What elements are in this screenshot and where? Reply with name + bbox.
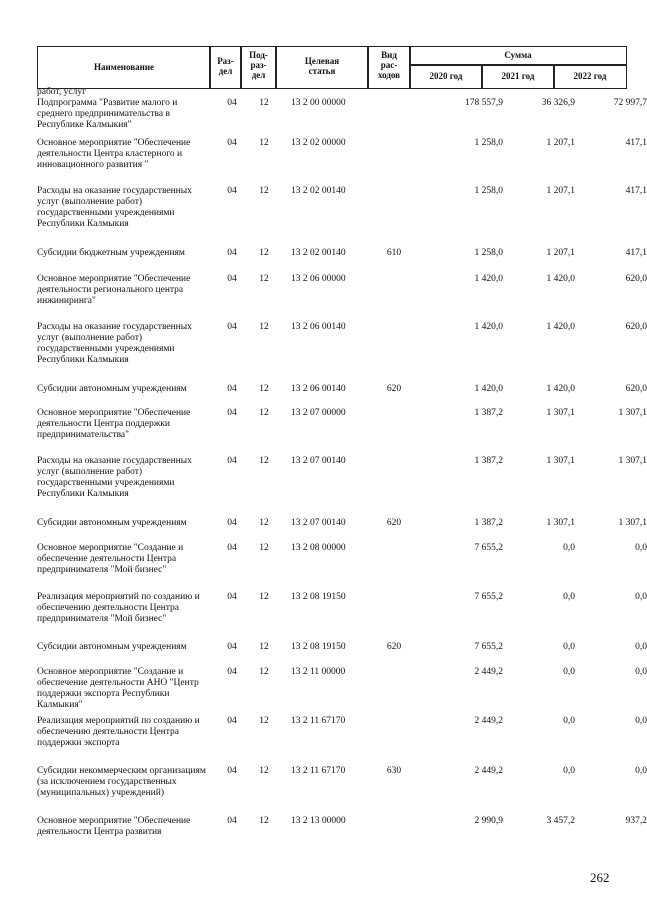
row-sum-2020: 7 655,2 bbox=[474, 642, 503, 652]
row-razdel: 04 bbox=[227, 408, 237, 418]
row-sum-2022: 417,1 bbox=[625, 138, 647, 148]
row-sum-2022: 0,0 bbox=[635, 716, 647, 726]
header-vid: Вид рас- ходов bbox=[377, 50, 401, 80]
row-name: Субсидии автономным учреждениям bbox=[37, 384, 187, 394]
row-celevaya: 13 2 08 00000 bbox=[291, 543, 346, 553]
row-sum-2020: 1 387,2 bbox=[474, 518, 503, 528]
row-sum-2021: 1 307,1 bbox=[546, 408, 575, 418]
row-name: Основное мероприятие "Обеспечение деятельности регионального центра инжиниринга" bbox=[37, 274, 191, 306]
header-year-2020: 2020 год bbox=[429, 71, 463, 81]
row-sum-2020: 1 420,0 bbox=[474, 322, 503, 332]
row-podrazdel: 12 bbox=[259, 592, 269, 602]
row-celevaya: 13 2 07 00140 bbox=[291, 518, 346, 528]
row-name: Субсидии автономным учреждениям bbox=[37, 642, 187, 652]
row-sum-2021: 0,0 bbox=[563, 592, 575, 602]
row-sum-2022: 0,0 bbox=[635, 592, 647, 602]
row-sum-2021: 1 207,1 bbox=[546, 248, 575, 258]
row-podrazdel: 12 bbox=[259, 518, 269, 528]
row-razdel: 04 bbox=[227, 274, 237, 284]
row-sum-2020: 1 258,0 bbox=[474, 248, 503, 258]
row-razdel: 04 bbox=[227, 322, 237, 332]
row-sum-2021: 1 307,1 bbox=[546, 456, 575, 466]
page-number: 262 bbox=[590, 870, 610, 885]
row-podrazdel: 12 bbox=[259, 408, 269, 418]
row-razdel: 04 bbox=[227, 186, 237, 196]
row-name: Субсидии автономным учреждениям bbox=[37, 518, 187, 528]
row-celevaya: 13 2 07 00140 bbox=[291, 456, 346, 466]
row-razdel: 04 bbox=[227, 667, 237, 677]
row-celevaya: 13 2 00 00000 bbox=[291, 98, 346, 108]
row-celevaya: 13 2 06 00140 bbox=[291, 322, 346, 332]
row-razdel: 04 bbox=[227, 248, 237, 258]
row-celevaya: 13 2 08 19150 bbox=[291, 592, 346, 602]
row-sum-2020: 2 449,2 bbox=[474, 667, 503, 677]
row-podrazdel: 12 bbox=[259, 322, 269, 332]
header-year-2022: 2022 год bbox=[573, 71, 607, 81]
row-sum-2022: 620,0 bbox=[625, 274, 647, 284]
row-celevaya: 13 2 06 00000 bbox=[291, 274, 346, 284]
row-sum-2021: 1 420,0 bbox=[546, 274, 575, 284]
row-podrazdel: 12 bbox=[259, 186, 269, 196]
row-sum-2022: 1 307,1 bbox=[618, 456, 647, 466]
row-sum-2022: 1 307,1 bbox=[618, 408, 647, 418]
row-podrazdel: 12 bbox=[259, 543, 269, 553]
row-sum-2021: 1 420,0 bbox=[546, 322, 575, 332]
row-sum-2021: 1 420,0 bbox=[546, 384, 575, 394]
row-celevaya: 13 2 02 00140 bbox=[291, 186, 346, 196]
row-name: Расходы на оказание государственных услуг (выполнение работ) государственными учреждениями Республики Калмыкия bbox=[37, 322, 192, 365]
row-name: Расходы на оказание государственных услуг (выполнение работ) государственными учреждениями Республики Калмыкия bbox=[37, 186, 192, 229]
row-sum-2022: 620,0 bbox=[625, 384, 647, 394]
row-sum-2022: 0,0 bbox=[635, 642, 647, 652]
row-sum-2021: 0,0 bbox=[563, 543, 575, 553]
row-vid: 620 bbox=[386, 384, 402, 394]
row-razdel: 04 bbox=[227, 518, 237, 528]
row-name: Субсидии бюджетным учреждениям bbox=[37, 248, 185, 258]
row-sum-2021: 0,0 bbox=[563, 667, 575, 677]
row-name: Основное мероприятие "Обеспечение деятельности Центра поддержки предпринимательства" bbox=[37, 408, 191, 440]
row-sum-2020: 178 557,9 bbox=[465, 98, 503, 108]
header-razdel: Раз- дел bbox=[217, 56, 234, 76]
row-razdel: 04 bbox=[227, 138, 237, 148]
row-name: Субсидии некоммерческим организациям (за исключением государственных (муниципальных) учреждений) bbox=[37, 766, 206, 798]
row-sum-2021: 1 207,1 bbox=[546, 186, 575, 196]
row-sum-2022: 417,1 bbox=[625, 186, 647, 196]
header-podrazdel: Под- раз- дел bbox=[249, 50, 268, 80]
row-sum-2022: 0,0 bbox=[635, 667, 647, 677]
row-sum-2020: 1 420,0 bbox=[474, 274, 503, 284]
row-sum-2021: 0,0 bbox=[563, 766, 575, 776]
row-name: Основное мероприятие "Обеспечение деятельности Центра кластерного и инновационного развития " bbox=[37, 138, 191, 170]
row-sum-2020: 1 387,2 bbox=[474, 456, 503, 466]
row-name: Расходы на оказание государственных услуг (выполнение работ) государственными учреждениями Республики Калмыкия bbox=[37, 456, 192, 499]
row-sum-2020: 1 387,2 bbox=[474, 408, 503, 418]
row-vid: 610 bbox=[386, 248, 402, 258]
row-razdel: 04 bbox=[227, 98, 237, 108]
row-sum-2020: 7 655,2 bbox=[474, 543, 503, 553]
row-sum-2020: 1 258,0 bbox=[474, 138, 503, 148]
row-sum-2021: 0,0 bbox=[563, 642, 575, 652]
row-celevaya: 13 2 11 00000 bbox=[291, 667, 346, 677]
row-razdel: 04 bbox=[227, 766, 237, 776]
header-year-2021: 2021 год bbox=[501, 71, 535, 81]
row-sum-2021: 3 457,2 bbox=[546, 816, 575, 826]
row-razdel: 04 bbox=[227, 816, 237, 826]
row-name: Основное мероприятие "Обеспечение деятельности Центра развития bbox=[37, 816, 191, 837]
row-sum-2022: 0,0 bbox=[635, 766, 647, 776]
row-sum-2021: 1 307,1 bbox=[546, 518, 575, 528]
row-podrazdel: 12 bbox=[259, 766, 269, 776]
header-name: Наименование bbox=[94, 62, 154, 72]
row-name: работ, услуг bbox=[37, 87, 86, 97]
row-podrazdel: 12 bbox=[259, 642, 269, 652]
row-sum-2022: 620,0 bbox=[625, 322, 647, 332]
row-celevaya: 13 2 11 67170 bbox=[291, 716, 346, 726]
row-celevaya: 13 2 06 00140 bbox=[291, 384, 346, 394]
row-vid: 620 bbox=[386, 518, 402, 528]
row-podrazdel: 12 bbox=[259, 816, 269, 826]
header-celevaya: Целевая статья bbox=[304, 56, 340, 76]
row-sum-2022: 1 307,1 bbox=[618, 518, 647, 528]
header-summa: Сумма bbox=[504, 50, 532, 60]
row-sum-2021: 0,0 bbox=[563, 716, 575, 726]
row-podrazdel: 12 bbox=[259, 274, 269, 284]
row-podrazdel: 12 bbox=[259, 384, 269, 394]
row-sum-2020: 2 449,2 bbox=[474, 716, 503, 726]
row-sum-2021: 1 207,1 bbox=[546, 138, 575, 148]
row-sum-2021: 36 326,9 bbox=[541, 98, 575, 108]
row-podrazdel: 12 bbox=[259, 667, 269, 677]
row-name: Реализация мероприятий по созданию и обеспечению деятельности Центра поддержки экспорта bbox=[37, 716, 200, 748]
row-razdel: 04 bbox=[227, 716, 237, 726]
row-razdel: 04 bbox=[227, 592, 237, 602]
row-sum-2020: 2 990,9 bbox=[474, 816, 503, 826]
row-podrazdel: 12 bbox=[259, 716, 269, 726]
row-podrazdel: 12 bbox=[259, 456, 269, 466]
row-celevaya: 13 2 02 00140 bbox=[291, 248, 346, 258]
row-sum-2020: 1 258,0 bbox=[474, 186, 503, 196]
row-sum-2020: 7 655,2 bbox=[474, 592, 503, 602]
row-name: Подпрограмма "Развитие малого и среднего предпринимательства в Республике Калмыкия" bbox=[37, 98, 178, 130]
row-celevaya: 13 2 11 67170 bbox=[291, 766, 346, 776]
row-sum-2022: 937,2 bbox=[625, 816, 647, 826]
row-celevaya: 13 2 08 19150 bbox=[291, 642, 346, 652]
row-vid: 630 bbox=[386, 766, 402, 776]
row-celevaya: 13 2 02 00000 bbox=[291, 138, 346, 148]
row-sum-2022: 72 997,7 bbox=[613, 98, 647, 108]
row-vid: 620 bbox=[386, 642, 402, 652]
row-podrazdel: 12 bbox=[259, 248, 269, 258]
row-razdel: 04 bbox=[227, 543, 237, 553]
row-name: Основное мероприятие "Создание и обеспечение деятельности Центра предпринимателя "Мой бизнес" bbox=[37, 543, 184, 575]
row-podrazdel: 12 bbox=[259, 138, 269, 148]
row-name: Реализация мероприятий по созданию и обеспечению деятельности Центра предпринимателя "Мой бизнес" bbox=[37, 592, 200, 624]
row-razdel: 04 bbox=[227, 456, 237, 466]
row-razdel: 04 bbox=[227, 642, 237, 652]
row-sum-2020: 2 449,2 bbox=[474, 766, 503, 776]
row-name: Основное мероприятие "Создание и обеспечение деятельности АНО "Центр поддержки экспорта Республики Калмыкия" bbox=[37, 667, 199, 710]
row-sum-2022: 417,1 bbox=[625, 248, 647, 258]
row-sum-2020: 1 420,0 bbox=[474, 384, 503, 394]
row-sum-2022: 0,0 bbox=[635, 543, 647, 553]
row-podrazdel: 12 bbox=[259, 98, 269, 108]
row-razdel: 04 bbox=[227, 384, 237, 394]
row-celevaya: 13 2 07 00000 bbox=[291, 408, 346, 418]
row-celevaya: 13 2 13 00000 bbox=[291, 816, 346, 826]
